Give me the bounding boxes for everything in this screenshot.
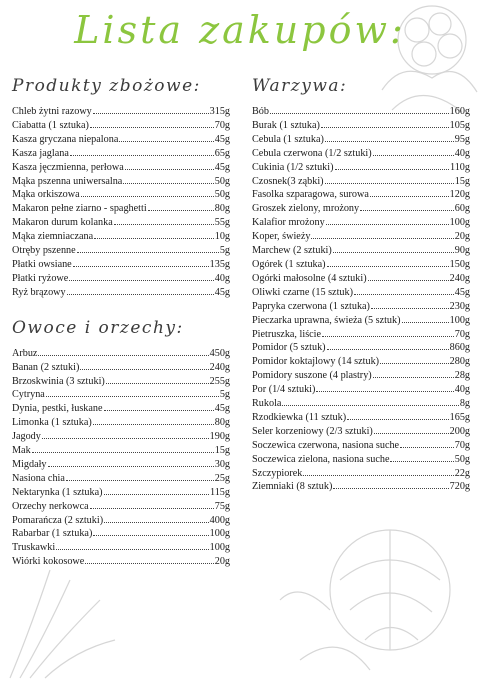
item-name: Płatki owsiane — [12, 258, 72, 270]
list-item — [252, 300, 470, 314]
list-item — [12, 514, 230, 528]
item-quantity: 100g — [449, 217, 470, 229]
list-item — [252, 286, 470, 300]
list-item — [12, 472, 230, 486]
list-item — [12, 230, 230, 244]
grain-products-list — [12, 105, 230, 300]
item-quantity: 100g — [449, 314, 470, 326]
item-quantity: 105g — [449, 119, 470, 131]
dot-leader — [66, 480, 214, 481]
dot-leader — [85, 563, 213, 564]
dot-leader — [374, 433, 449, 434]
dot-leader — [125, 169, 214, 170]
item-name: Kasza gryczana niepalona — [12, 133, 119, 145]
list-item — [252, 439, 470, 453]
dot-leader — [270, 113, 449, 114]
dot-leader — [354, 294, 454, 295]
dot-leader — [93, 424, 214, 425]
list-item — [252, 216, 470, 230]
dot-leader — [373, 155, 454, 156]
list-item — [12, 161, 230, 175]
item-quantity: 80g — [214, 417, 230, 429]
dot-leader — [325, 141, 454, 142]
dot-leader — [48, 466, 214, 467]
list-item — [252, 175, 470, 189]
item-quantity: 20g — [214, 556, 230, 568]
dot-leader — [322, 336, 454, 337]
item-quantity: 80g — [214, 203, 230, 215]
dot-leader — [104, 494, 209, 495]
list-item — [252, 467, 470, 481]
dot-leader — [347, 419, 449, 420]
dot-leader — [80, 369, 208, 370]
item-name: Cebula (1 sztuka) — [252, 133, 324, 145]
item-quantity: 160g — [449, 106, 470, 117]
item-name: Ziemniaki (8 sztuk) — [252, 481, 333, 493]
dot-leader — [73, 266, 209, 267]
item-quantity: 720g — [449, 481, 470, 493]
item-name: Szczypiorek — [252, 467, 303, 479]
list-item — [252, 453, 470, 467]
item-name: Ryż brązowy — [12, 286, 66, 298]
list-item — [12, 388, 230, 402]
item-quantity: 65g — [214, 147, 230, 159]
item-name: Pietruszka, liście — [252, 328, 322, 340]
item-quantity: 15g — [214, 445, 230, 457]
item-name: Pieczarka uprawna, świeża (5 sztuk) — [252, 314, 401, 326]
dot-leader — [380, 363, 449, 364]
item-name: Cukinia (1/2 sztuki) — [252, 161, 334, 173]
item-quantity: 150g — [449, 258, 470, 270]
item-quantity: 200g — [449, 425, 470, 437]
item-name: Czosnek(3 ząbki) — [252, 175, 324, 187]
dot-leader — [326, 224, 449, 225]
list-item — [252, 133, 470, 147]
left-column — [12, 76, 230, 569]
list-item — [12, 244, 230, 258]
item-quantity: 450g — [209, 347, 230, 359]
item-quantity: 100g — [209, 528, 230, 540]
list-item — [252, 397, 470, 411]
item-name: Seler korzeniowy (2/3 sztuki) — [252, 425, 373, 437]
list-item — [252, 341, 470, 355]
dot-leader — [368, 280, 449, 281]
dot-leader — [119, 141, 213, 142]
item-quantity: 60g — [454, 203, 470, 215]
dot-leader — [360, 210, 454, 211]
item-name: Kasza jęczmienna, perłowa — [12, 161, 124, 173]
item-name: Orzechy nerkowca — [12, 500, 89, 512]
list-item — [252, 425, 470, 439]
item-name: Burak (1 sztuka) — [252, 119, 320, 131]
dot-leader — [327, 349, 449, 350]
list-item — [12, 272, 230, 286]
dot-leader — [77, 252, 219, 253]
item-quantity: 110g — [450, 161, 470, 173]
list-item — [12, 458, 230, 472]
list-item — [12, 541, 230, 555]
item-quantity: 100g — [209, 542, 230, 554]
list-item — [252, 244, 470, 258]
list-item — [12, 202, 230, 216]
dot-leader — [32, 452, 214, 453]
item-quantity: 25g — [214, 472, 230, 484]
item-quantity: 40g — [454, 147, 470, 159]
item-quantity: 280g — [449, 356, 470, 368]
item-name: Pomidor koktajlowy (14 sztuk) — [252, 356, 380, 368]
dot-leader — [67, 294, 214, 295]
item-quantity: 70g — [454, 328, 470, 340]
list-item — [252, 119, 470, 133]
item-name: Rzodkiewka (11 sztuk) — [252, 411, 347, 423]
dot-leader — [38, 355, 208, 356]
list-item — [12, 555, 230, 569]
dot-leader — [56, 549, 208, 550]
item-name: Jagody — [12, 431, 41, 443]
item-quantity: 45g — [214, 133, 230, 145]
dot-leader — [69, 280, 213, 281]
item-quantity: 190g — [209, 431, 230, 443]
item-name: Por (1/4 sztuki) — [252, 384, 316, 396]
list-item — [252, 188, 470, 202]
list-item — [12, 119, 230, 133]
page-title: Lista zakupów: — [74, 8, 406, 52]
dot-leader — [335, 169, 450, 170]
list-item — [12, 258, 230, 272]
item-name: Brzoskwinia (3 sztuki) — [12, 375, 105, 387]
item-quantity: 135g — [209, 258, 230, 270]
item-quantity: 50g — [214, 175, 230, 187]
item-name: Nasiona chia — [12, 472, 65, 484]
item-name: Banan (2 sztuki) — [12, 361, 80, 373]
dot-leader — [402, 322, 449, 323]
item-quantity: 5g — [219, 245, 230, 257]
dot-leader — [104, 522, 209, 523]
item-name: Mąka pszenna uniwersalna — [12, 175, 123, 187]
dot-leader — [373, 377, 454, 378]
item-name: Oliwki czarne (15 sztuk) — [252, 286, 353, 298]
item-name: Pomarańcza (2 sztuki) — [12, 514, 104, 526]
cabbage-sketch-icon — [260, 480, 480, 680]
item-name: Makaron pełne ziarno - spaghetti — [12, 203, 147, 215]
list-item — [252, 258, 470, 272]
list-item — [12, 188, 230, 202]
item-quantity: 40g — [214, 272, 230, 284]
dot-leader — [148, 210, 214, 211]
list-item — [252, 355, 470, 369]
dot-leader — [325, 183, 454, 184]
dot-leader — [282, 405, 458, 406]
list-item — [252, 147, 470, 161]
list-item — [252, 105, 470, 119]
item-name: Cebula czerwona (1/2 sztuki) — [252, 147, 372, 159]
item-name: Papryka czerwona (1 sztuka) — [252, 300, 370, 312]
list-item — [12, 147, 230, 161]
list-item — [12, 486, 230, 500]
list-item — [252, 202, 470, 216]
dot-leader — [90, 127, 214, 128]
right-column — [252, 76, 470, 494]
item-name: Płatki ryżowe — [12, 272, 69, 284]
item-quantity: 10g — [214, 231, 230, 243]
dot-leader — [333, 488, 448, 489]
item-name: Rabarbar (1 sztuka) — [12, 528, 93, 540]
item-name: Pomidory suszone (4 plastry) — [252, 370, 372, 382]
item-quantity: 15g — [454, 175, 470, 187]
item-name: Migdały — [12, 458, 47, 470]
item-name: Soczewica zielona, nasiona suche — [252, 453, 390, 465]
leek-sketch-icon — [0, 560, 120, 680]
item-quantity: 8g — [459, 398, 470, 410]
list-item — [12, 347, 230, 361]
item-quantity: 45g — [214, 286, 230, 298]
item-quantity: 40g — [454, 384, 470, 396]
item-quantity: 50g — [454, 453, 470, 465]
item-quantity: 45g — [214, 161, 230, 173]
item-quantity: 50g — [214, 189, 230, 201]
dot-leader — [327, 266, 449, 267]
item-quantity: 90g — [454, 245, 470, 257]
heading-grain-products: Produkty zbożowe: — [12, 76, 201, 96]
list-item — [12, 402, 230, 416]
item-name: Chleb żytni razowy — [12, 106, 92, 117]
list-item — [252, 230, 470, 244]
list-item — [12, 375, 230, 389]
dot-leader — [333, 252, 454, 253]
item-name: Truskawki — [12, 542, 56, 554]
list-item — [252, 314, 470, 328]
list-item — [12, 500, 230, 514]
item-name: Rukola — [252, 398, 282, 410]
heading-fruits-nuts: Owoce i orzechy: — [12, 317, 184, 338]
item-name: Otręby pszenne — [12, 245, 76, 257]
dot-leader — [370, 196, 449, 197]
item-quantity: 240g — [449, 272, 470, 284]
dot-leader — [93, 535, 208, 536]
item-name: Limonka (1 sztuka) — [12, 417, 92, 429]
item-quantity: 20g — [454, 231, 470, 243]
item-name: Fasolka szparagowa, surowa — [252, 189, 369, 201]
dot-leader — [46, 396, 219, 397]
list-item — [252, 411, 470, 425]
item-quantity: 75g — [214, 500, 230, 512]
list-item — [12, 361, 230, 375]
list-item — [252, 480, 470, 494]
dot-leader — [42, 438, 209, 439]
dot-leader — [104, 410, 214, 411]
dot-leader — [371, 308, 449, 309]
item-name: Kasza jaglana — [12, 147, 69, 159]
heading-vegetables: Warzywa: — [252, 76, 348, 96]
list-item — [252, 369, 470, 383]
item-name: Dynia, pestki, łuskane — [12, 403, 103, 415]
item-name: Ogórki małosolne (4 sztuki) — [252, 272, 367, 284]
list-item — [252, 272, 470, 286]
item-quantity: 115g — [210, 486, 230, 498]
dot-leader — [106, 383, 209, 384]
dot-leader — [123, 183, 213, 184]
item-quantity: 45g — [454, 286, 470, 298]
item-name: Marchew (2 sztuki) — [252, 245, 332, 257]
dot-leader — [70, 155, 214, 156]
item-quantity: 70g — [454, 439, 470, 451]
dot-leader — [400, 447, 454, 448]
list-item — [252, 328, 470, 342]
dot-leader — [390, 461, 453, 462]
item-quantity: 120g — [449, 189, 470, 201]
item-name: Ciabatta (1 sztuka) — [12, 119, 89, 131]
item-name: Soczewica czerwona, nasiona suche — [252, 439, 400, 451]
dot-leader — [321, 127, 449, 128]
item-quantity: 400g — [209, 514, 230, 526]
item-name: Koper, świeży — [252, 231, 311, 243]
item-name: Wiórki kokosowe — [12, 556, 85, 568]
item-name: Mąka ziemniaczana — [12, 231, 94, 243]
list-item — [252, 161, 470, 175]
item-quantity: 70g — [214, 119, 230, 131]
item-quantity: 30g — [214, 458, 230, 470]
list-item — [12, 416, 230, 430]
list-item — [12, 430, 230, 444]
item-quantity: 22g — [454, 467, 470, 479]
list-item — [12, 444, 230, 458]
item-quantity: 165g — [449, 411, 470, 423]
item-quantity: 55g — [214, 217, 230, 229]
item-name: Ogórek (1 sztuka) — [252, 258, 326, 270]
dot-leader — [114, 224, 214, 225]
dot-leader — [81, 196, 214, 197]
item-quantity: 230g — [449, 300, 470, 312]
item-quantity: 45g — [214, 403, 230, 415]
item-quantity: 240g — [209, 361, 230, 373]
list-item — [12, 105, 230, 119]
item-name: Pomidor (5 sztuk) — [252, 342, 326, 354]
vegetables-list — [252, 105, 470, 494]
dot-leader — [311, 238, 453, 239]
dot-leader — [303, 475, 453, 476]
fruits-nuts-list — [12, 347, 230, 570]
item-quantity: 28g — [454, 370, 470, 382]
dot-leader — [93, 113, 209, 114]
item-name: Bób — [252, 106, 269, 117]
list-item — [12, 216, 230, 230]
item-name: Mąka orkiszowa — [12, 189, 80, 201]
item-name: Kalafior mrożony — [252, 217, 325, 229]
item-name: Makaron durum kolanka — [12, 217, 113, 229]
dot-leader — [90, 508, 214, 509]
item-quantity: 95g — [454, 133, 470, 145]
dot-leader — [316, 391, 453, 392]
item-name: Groszek zielony, mrożony — [252, 203, 360, 215]
item-quantity: 5g — [219, 389, 230, 401]
item-name: Cytryna — [12, 389, 45, 401]
item-name: Arbuz — [12, 347, 38, 359]
dot-leader — [94, 238, 214, 239]
list-item — [12, 175, 230, 189]
item-quantity: 860g — [449, 342, 470, 354]
list-item — [12, 133, 230, 147]
item-quantity: 255g — [209, 375, 230, 387]
item-name: Mak — [12, 445, 31, 457]
item-quantity: 315g — [209, 106, 230, 117]
item-name: Nektarynka (1 sztuka) — [12, 486, 103, 498]
list-item — [12, 286, 230, 300]
list-item — [252, 383, 470, 397]
list-item — [12, 527, 230, 541]
